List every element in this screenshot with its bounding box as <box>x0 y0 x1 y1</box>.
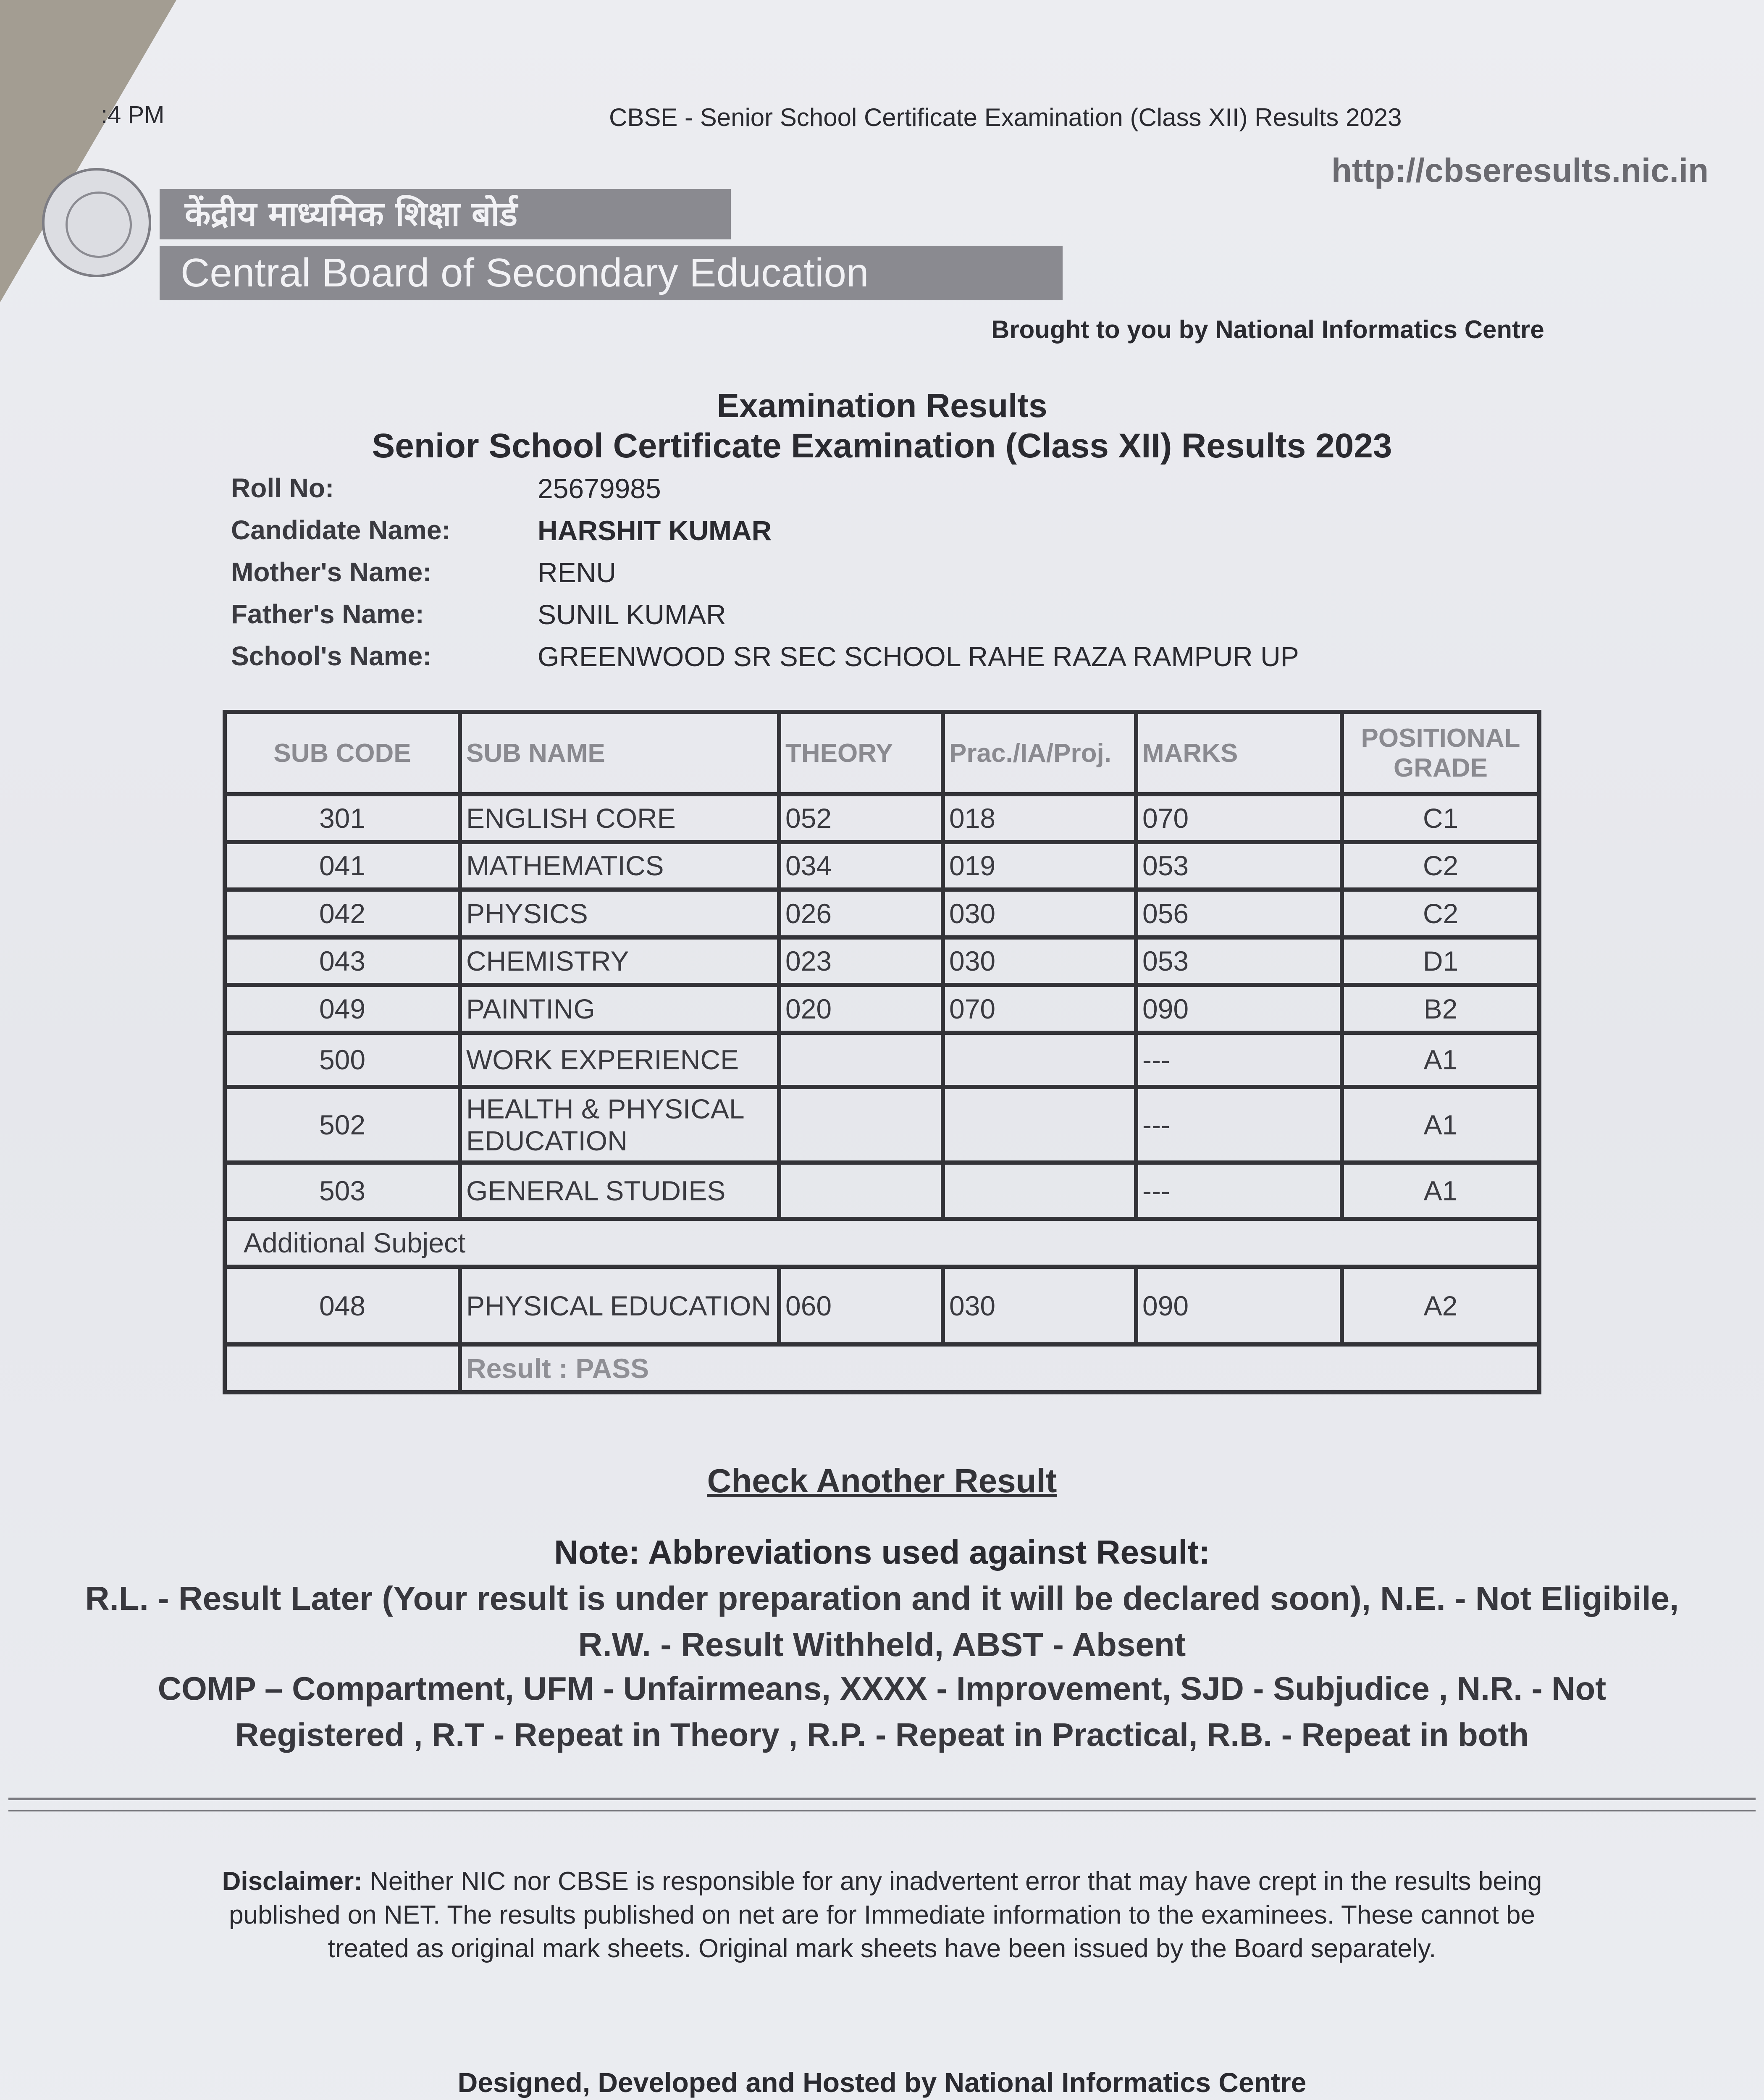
additional-subject-label: Additional Subject <box>225 1219 1539 1267</box>
disclaimer-block <box>210 1865 1554 1966</box>
school-name-value: GREENWOOD SR SEC SCHOOL RAHE RAZA RAMPUR UP <box>538 641 1299 672</box>
additional-subject-row <box>225 1219 1539 1267</box>
candidate-name-label: Candidate Name: <box>231 515 451 545</box>
results-table <box>223 710 1541 1394</box>
table-row <box>225 794 1539 842</box>
sub-code: 041 <box>225 842 460 890</box>
total-marks: 053 <box>1136 842 1342 890</box>
practical-marks: 019 <box>943 842 1136 890</box>
father-name-value: SUNIL KUMAR <box>538 599 726 630</box>
exam-subtitle: Senior School Certificate Examination (Class XII) Results 2023 <box>372 427 1392 465</box>
result-spacer <box>225 1344 460 1392</box>
practical-marks: 018 <box>943 794 1136 842</box>
result-status: Result : PASS <box>460 1344 1539 1392</box>
positional-grade: A1 <box>1342 1163 1539 1219</box>
practical-marks: 070 <box>943 985 1136 1033</box>
school-name-label: School's Name: <box>231 641 432 671</box>
sub-name: ENGLISH CORE <box>460 794 779 842</box>
table-header-row <box>225 712 1539 794</box>
sub-code: 048 <box>225 1267 460 1345</box>
sub-code: 049 <box>225 985 460 1033</box>
sub-name: CHEMISTRY <box>460 937 779 985</box>
divider-line <box>8 1810 1756 1811</box>
theory-marks <box>779 1087 943 1163</box>
table-row <box>225 1267 1539 1345</box>
theory-marks <box>779 1163 943 1219</box>
sub-name: PAINTING <box>460 985 779 1033</box>
note-title: Note: Abbreviations used against Result: <box>554 1533 1210 1571</box>
candidate-name-value: HARSHIT KUMAR <box>538 515 772 546</box>
check-another-result-link[interactable]: Check Another Result <box>707 1462 1057 1499</box>
mother-name-label: Mother's Name: <box>231 557 432 587</box>
practical-marks: 030 <box>943 890 1136 937</box>
father-name-label: Father's Name: <box>231 599 424 629</box>
theory-marks: 026 <box>779 890 943 937</box>
note-line-1: R.L. - Result Later (Your result is under preparation and it will be declared soon), N.E. - Not Eligibile, <box>85 1580 1679 1617</box>
theory-marks: 060 <box>779 1267 943 1345</box>
sub-code: 500 <box>225 1033 460 1087</box>
site-url: http://cbseresults.nic.in <box>1331 152 1709 189</box>
note-line-2: R.W. - Result Withheld, ABST - Absent <box>578 1626 1186 1663</box>
table-row <box>225 842 1539 890</box>
practical-marks: 030 <box>943 1267 1136 1345</box>
theory-marks: 020 <box>779 985 943 1033</box>
print-time: :4 PM <box>101 101 165 129</box>
practical-marks: 030 <box>943 937 1136 985</box>
sub-code: 301 <box>225 794 460 842</box>
theory-marks <box>779 1033 943 1087</box>
header-marks: MARKS <box>1136 712 1342 794</box>
table-row <box>225 890 1539 937</box>
total-marks: 090 <box>1136 1267 1342 1345</box>
exam-title: Examination Results <box>717 387 1047 424</box>
divider-line <box>8 1798 1756 1800</box>
total-marks: --- <box>1136 1163 1342 1219</box>
total-marks: 053 <box>1136 937 1342 985</box>
result-row <box>225 1344 1539 1392</box>
sub-code: 503 <box>225 1163 460 1219</box>
theory-marks: 023 <box>779 937 943 985</box>
mother-name-value: RENU <box>538 557 617 588</box>
header-sub-code: SUB CODE <box>225 712 460 794</box>
sub-name: PHYSICS <box>460 890 779 937</box>
roll-no-value: 25679985 <box>538 473 661 504</box>
positional-grade: A2 <box>1342 1267 1539 1345</box>
practical-marks <box>943 1033 1136 1087</box>
table-row <box>225 1033 1539 1087</box>
theory-marks: 052 <box>779 794 943 842</box>
positional-grade: C2 <box>1342 842 1539 890</box>
cbse-emblem-icon <box>42 168 151 277</box>
sub-name: HEALTH & PHYSICAL EDUCATION <box>460 1087 779 1163</box>
positional-grade: C2 <box>1342 890 1539 937</box>
practical-marks <box>943 1163 1136 1219</box>
header-sub-name: SUB NAME <box>460 712 779 794</box>
theory-marks: 034 <box>779 842 943 890</box>
sub-name: GENERAL STUDIES <box>460 1163 779 1219</box>
sub-code: 502 <box>225 1087 460 1163</box>
brought-by-text: Brought to you by National Informatics Centre <box>991 315 1544 344</box>
sub-name: PHYSICAL EDUCATION <box>460 1267 779 1345</box>
table-row <box>225 1087 1539 1163</box>
table-row <box>225 1163 1539 1219</box>
roll-no-label: Roll No: <box>231 473 334 503</box>
designed-by-text: Designed, Developed and Hosted by National Informatics Centre <box>457 2067 1307 2098</box>
positional-grade: B2 <box>1342 985 1539 1033</box>
positional-grade: A1 <box>1342 1033 1539 1087</box>
note-line-3: COMP – Compartment, UFM - Unfairmeans, XXXX - Improvement, SJD - Subjudice , N.R. - Not <box>158 1670 1606 1707</box>
board-name-hindi: केंद्रीय माध्यमिक शिक्षा बोर्ड <box>160 189 731 239</box>
disclaimer-text: Neither NIC nor CBSE is responsible for any inadvertent error that may have crept in the results being published on NET. The results published on net are for Immediate information to the examinees. These cannot be treated as original mark sheets. Original mark sheets have been issued by the Board separately. <box>229 1867 1542 1963</box>
header-practical: Prac./IA/Proj. <box>943 712 1136 794</box>
table-row <box>225 937 1539 985</box>
sub-name: WORK EXPERIENCE <box>460 1033 779 1087</box>
total-marks: 090 <box>1136 985 1342 1033</box>
note-line-4: Registered , R.T - Repeat in Theory , R.P. - Repeat in Practical, R.B. - Repeat in both <box>235 1716 1529 1753</box>
total-marks: 056 <box>1136 890 1342 937</box>
positional-grade: A1 <box>1342 1087 1539 1163</box>
print-header-title: CBSE - Senior School Certificate Examination (Class XII) Results 2023 <box>609 103 1402 131</box>
positional-grade: C1 <box>1342 794 1539 842</box>
total-marks: --- <box>1136 1087 1342 1163</box>
sub-code: 043 <box>225 937 460 985</box>
sub-code: 042 <box>225 890 460 937</box>
header-grade: POSITIONAL GRADE <box>1342 712 1539 794</box>
positional-grade: D1 <box>1342 937 1539 985</box>
disclaimer-label: Disclaimer: <box>222 1867 362 1896</box>
practical-marks <box>943 1087 1136 1163</box>
sub-name: MATHEMATICS <box>460 842 779 890</box>
total-marks: --- <box>1136 1033 1342 1087</box>
total-marks: 070 <box>1136 794 1342 842</box>
table-row <box>225 985 1539 1033</box>
header-theory: THEORY <box>779 712 943 794</box>
board-name-english: Central Board of Secondary Education <box>160 246 1063 300</box>
